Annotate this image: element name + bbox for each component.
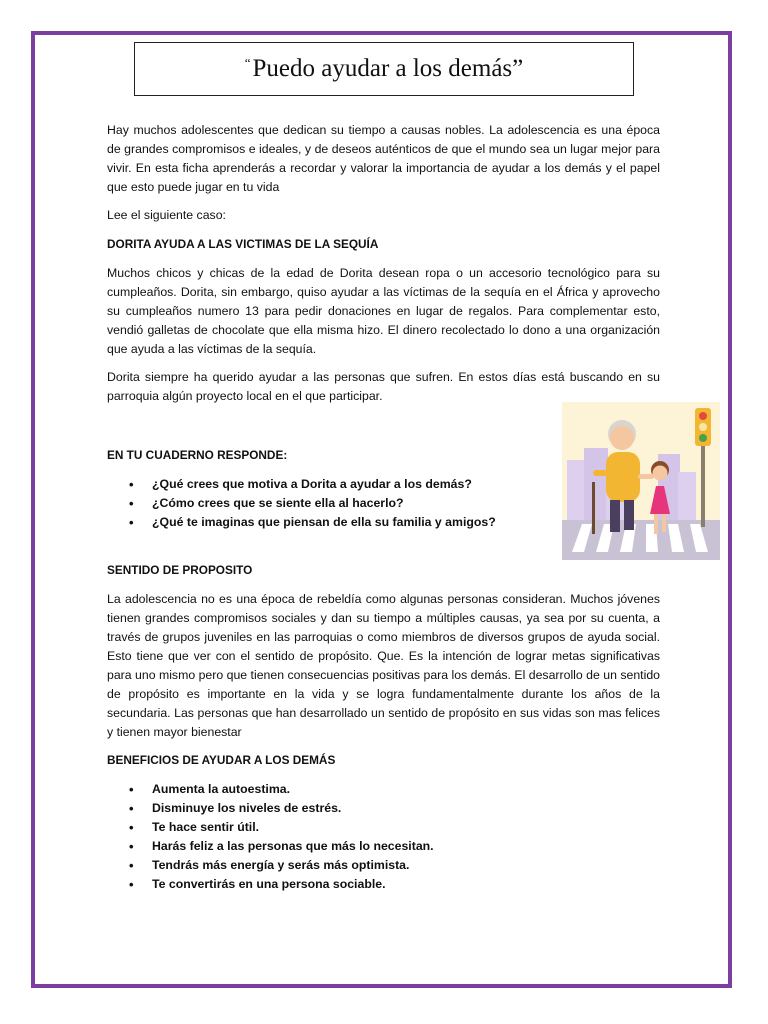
intro-paragraph: Hay muchos adolescentes que dedican su tiempo a causas nobles. La adolescencia es una época de grandes compromisos e ideales, y de deseos auténticos de que el mundo sea un lugar mejor para vivir. En esta ficha aprenderás a recordar y valorar la importancia de ayudar a los demás y el papel que esto puede jugar en tu vida	[107, 123, 660, 194]
page-title: “Puedo ayudar a los demás”	[244, 55, 524, 82]
benefit-item: • Harás feliz a las personas que más lo necesitan.	[107, 837, 660, 856]
benefit-item: • Tendrás más energía y serás más optimista.	[107, 856, 660, 875]
benefits-heading: BENEFICIOS DE AYUDAR A LOS DEMÁS	[107, 753, 336, 767]
read-case-line	[107, 206, 660, 225]
benefit-item: • Disminuye los niveles de estrés.	[107, 799, 660, 818]
case-paragraph-2-block	[107, 368, 660, 406]
benefit-item: • Te convertirás en una persona sociable.	[107, 875, 660, 894]
case-paragraph-1: Muchos chicos y chicas de la edad de Dorita desean ropa o un accesorio tecnológico para su cumpleaños. Dorita, sin embargo, quiso ayudar a las víctimas de la sequía en el África y aprovecho su cumpleaños numero 13 para pedir donaciones en lugar de regalos. Para complementar esto, vendió galletas de chocolate que ella misma hizo. El dinero recolectado lo dono a una organización que ayuda a las víctimas de la sequía.	[107, 266, 660, 356]
question-item: • ¿Qué crees que motiva a Dorita a ayudar a los demás?	[107, 475, 552, 494]
benefits-list	[107, 780, 660, 894]
case-paragraph-1-block	[107, 264, 660, 359]
benefit-item: • Aumenta la autoestima.	[107, 780, 660, 799]
case-heading: DORITA AYUDA A LAS VICTIMAS DE LA SEQUÍA	[107, 237, 379, 251]
case-heading-block	[107, 235, 660, 254]
notebook-heading-block	[107, 446, 557, 465]
question-item: • ¿Qué te imaginas que piensan de ella su familia y amigos?	[107, 513, 552, 532]
notebook-questions	[107, 475, 552, 532]
notebook-heading: EN TU CUADERNO RESPONDE:	[107, 448, 288, 462]
case-paragraph-2: Dorita siempre ha querido ayudar a las personas que sufren. En estos días está buscando en su parroquia algún proyecto local en el que participar.	[107, 370, 660, 403]
benefit-item: • Te hace sentir útil.	[107, 818, 660, 837]
title-box	[134, 42, 634, 96]
purpose-heading-block	[107, 561, 660, 580]
question-item: • ¿Cómo crees que se siente ella al hacerlo?	[107, 494, 552, 513]
purpose-paragraph-block	[107, 590, 660, 742]
intro-section	[107, 121, 660, 197]
grandfather-girl-crosswalk-illustration	[562, 402, 720, 560]
purpose-heading: SENTIDO DE PROPOSITO	[107, 563, 253, 577]
benefits-heading-block	[107, 751, 660, 770]
read-case-text: Lee el siguiente caso:	[107, 208, 226, 222]
purpose-paragraph: La adolescencia no es una época de rebeldía como algunas personas consideran. Muchos jóvenes tienen grandes compromisos sociales y dan su tiempo a múltiples causas, ya sea por su cuenta, a través de grupos juveniles en las parroquias o como miembros de diversos grupos de ayuda social. Esto tiene que ver con el sentido de propósito. Que. Es la intención de lograr metas significativas para uno mismo pero que tienen consecuencias positivas para los demás. El desarrollo de un sentido de propósito es importante en la vida y se logra fundamentalmente durante los años de la secundaria. Las personas que han desarrollado un sentido de propósito en sus vidas son mas felices y tienen mayor bienestar	[107, 592, 660, 739]
